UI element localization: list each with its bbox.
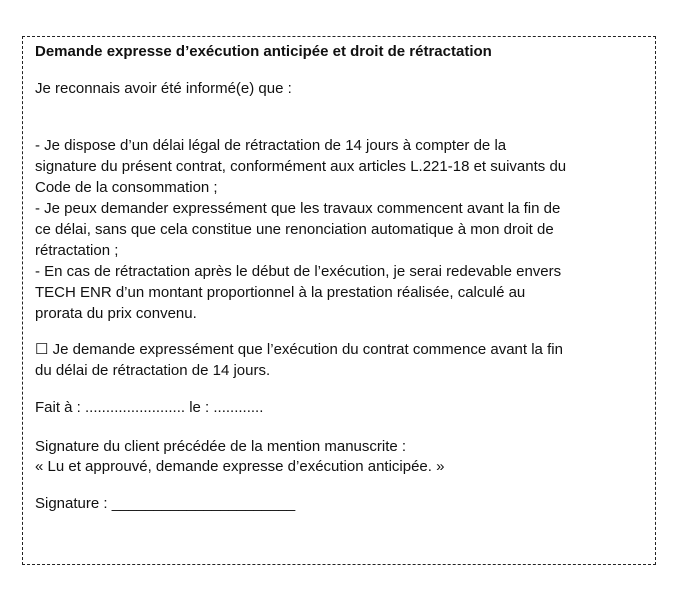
bullet-line: TECH ENR d’un montant proportionnel à la prestation réalisée, calculé au <box>35 284 526 301</box>
bullet-line: Code de la consommation ; <box>35 179 218 196</box>
bullet-line: ce délai, sans que cela constitue une renonciation automatique à mon droit de <box>35 221 554 238</box>
document-title: Demande expresse d’exécution anticipée et droit de rétractation <box>35 43 492 60</box>
bullet-line: prorata du prix convenu. <box>35 305 197 322</box>
place-date-field: Fait à : ........................ le : ............ <box>35 399 264 416</box>
signature-mention: « Lu et approuvé, demande expresse d’exécution anticipée. » <box>35 458 445 475</box>
signature-field: Signature : ______________________ <box>35 495 296 512</box>
signature-note: Signature du client précédée de la mention manuscrite : <box>35 438 407 455</box>
bullet-line: - Je dispose d’un délai légal de rétractation de 14 jours à compter de la <box>35 137 507 154</box>
bullet-line: - En cas de rétractation après le début de l’exécution, je serai redevable envers <box>35 263 562 280</box>
bullet-line: rétractation ; <box>35 242 119 259</box>
request-line: du délai de rétractation de 14 jours. <box>35 362 271 379</box>
bullet-line: - Je peux demander expressément que les travaux commencent avant la fin de <box>35 200 561 217</box>
intro-text: Je reconnais avoir été informé(e) que : <box>35 80 292 97</box>
request-checkbox-line[interactable]: ☐ Je demande expressément que l’exécution du contrat commence avant la fin <box>35 341 563 358</box>
bullet-line: signature du présent contrat, conformément aux articles L.221-18 et suivants du <box>35 158 567 175</box>
